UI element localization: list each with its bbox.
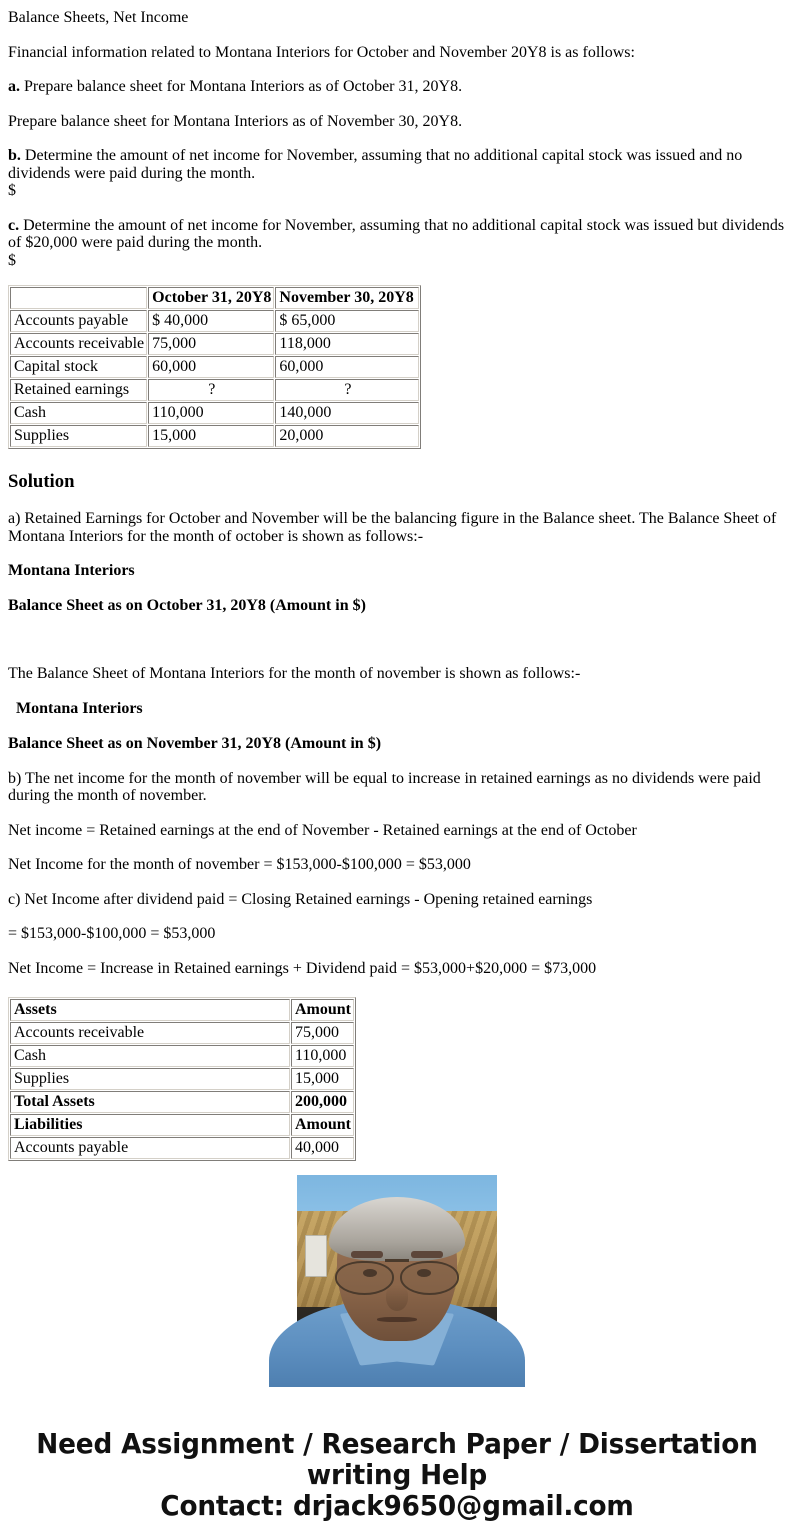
part-c-calc-1: = $153,000-$100,000 = $53,000 — [8, 925, 216, 942]
row-item: Cash — [10, 1045, 290, 1067]
row-nov-value: $ 65,000 — [275, 310, 419, 332]
balance-sheet-title-november: Balance Sheet as on November 31, 20Y8 (Amount in $) — [8, 734, 382, 752]
requirement-a — [0, 78, 794, 96]
row-item: Accounts receivable — [10, 1022, 290, 1044]
row-amount: Amount — [291, 999, 354, 1021]
promo-contact-line: Contact: drjack9650@gmail.com — [160, 1489, 634, 1522]
row-oct-value: 60,000 — [148, 356, 274, 378]
spacer — [0, 683, 794, 700]
row-oct-value: 110,000 — [148, 402, 274, 424]
spacer — [0, 545, 794, 562]
row-oct-value: ? — [148, 379, 274, 401]
balance-sheet-table-wrapper — [0, 997, 794, 1156]
row-oct-value: 15,000 — [148, 425, 274, 447]
spacer — [0, 200, 794, 217]
row-nov-value: 118,000 — [275, 333, 419, 355]
row-label: Supplies — [10, 425, 147, 447]
part-c-calc-2: Net Income = Increase in Retained earnings + Dividend paid = $53,000+$20,000 = $73,000 — [8, 959, 597, 977]
table-row — [10, 999, 354, 1021]
november-lead-in: The Balance Sheet of Montana Interiors for the month of november is shown as follows:- — [8, 665, 581, 682]
header-november: November 30, 20Y8 — [275, 287, 419, 309]
spacer — [0, 943, 794, 960]
row-oct-value: $ 40,000 — [148, 310, 274, 332]
spacer — [0, 1380, 794, 1428]
table-row — [10, 310, 419, 332]
row-amount: 75,000 — [291, 1022, 354, 1044]
avatar-row — [0, 1175, 794, 1380]
row-label: Accounts payable — [10, 310, 147, 332]
row-item: Liabilities — [10, 1114, 290, 1136]
spacer — [0, 977, 794, 997]
solution-part-b: b) The net income for the month of november will be equal to increase in retained earnings as no dividends were paid during the month of november. — [8, 769, 761, 804]
row-amount: 40,000 — [291, 1137, 354, 1159]
spacer — [0, 580, 794, 597]
avatar-lens-left — [335, 1261, 394, 1295]
spacer — [0, 839, 794, 856]
requirement-c-marker: c. — [8, 216, 20, 234]
requirement-b-answer: $ — [8, 182, 16, 199]
requirement-a2: Prepare balance sheet for Montana Interiors as of November 30, 20Y8. — [8, 112, 463, 130]
row-nov-value: 140,000 — [275, 402, 419, 424]
avatar-nose — [386, 1285, 408, 1311]
avatar — [297, 1175, 497, 1375]
row-amount: 200,000 — [291, 1091, 354, 1113]
avatar-background-switchplate — [305, 1235, 327, 1277]
intro-paragraph: Financial information related to Montana Interiors for October and November 20Y8 is as follows: — [8, 43, 635, 61]
requirement-a-marker: a. — [8, 78, 20, 95]
avatar-eyebrow-left — [351, 1251, 383, 1258]
company-name-october: Montana Interiors — [8, 562, 135, 579]
requirement-b — [0, 147, 794, 200]
balance-sheet-title-october: Balance Sheet as on October 31, 20Y8 (Amount in $) — [8, 597, 366, 614]
table-row — [10, 402, 419, 424]
given-data-table — [8, 285, 421, 449]
table-header-row — [10, 287, 419, 309]
row-item: Supplies — [10, 1068, 290, 1090]
requirement-c-text: Determine the amount of net income for November, assuming that no additional capital stock was issued but dividends of $20,000 were paid during the month. — [8, 216, 785, 251]
requirement-a-text: Prepare balance sheet for Montana Interiors as of October 31, 20Y8. — [24, 78, 463, 95]
row-item: Assets — [10, 999, 290, 1021]
promo-line-1: Need Assignment / Research Paper / Dissertation — [36, 1427, 758, 1460]
spacer — [0, 449, 794, 471]
promo-line-2: writing Help — [306, 1458, 488, 1491]
table-row — [10, 1022, 354, 1044]
header-october: October 31, 20Y8 — [148, 287, 274, 309]
row-item: Total Assets — [10, 1091, 290, 1113]
requirement-b-marker: b. — [8, 147, 21, 164]
requirement-c-answer: $ — [8, 251, 16, 269]
row-item: Accounts payable — [10, 1137, 290, 1159]
requirement-c — [0, 217, 794, 270]
net-income-november: Net Income for the month of november = $153,000-$100,000 = $53,000 — [8, 856, 471, 873]
header-blank — [10, 287, 147, 309]
spacer — [0, 615, 794, 665]
row-label: Cash — [10, 402, 147, 424]
row-nov-value: ? — [275, 379, 419, 401]
spacer — [0, 805, 794, 822]
row-nov-value: 20,000 — [275, 425, 419, 447]
spacer — [0, 269, 794, 285]
spacer — [0, 61, 794, 78]
table-row — [10, 425, 419, 447]
row-label: Capital stock — [10, 356, 147, 378]
spacer — [0, 27, 794, 44]
row-label: Retained earnings — [10, 379, 147, 401]
row-amount: 110,000 — [291, 1045, 354, 1067]
balance-sheet-table — [8, 997, 356, 1161]
spacer — [0, 908, 794, 925]
avatar-eyebrow-right — [411, 1251, 443, 1258]
avatar-glasses-bridge — [385, 1259, 409, 1262]
solution-part-a: a) Retained Earnings for October and November will be the balancing figure in the Balance sheet. The Balance Sheet of Montana Interiors for the month of october is shown as follows:- — [8, 510, 777, 545]
top-spacer — [0, 0, 794, 9]
avatar-mouth — [377, 1317, 417, 1322]
solution-heading: Solution — [8, 471, 75, 492]
row-amount: 15,000 — [291, 1068, 354, 1090]
spacer — [0, 96, 794, 113]
requirement-b-text: Determine the amount of net income for November, assuming that no additional capital stock was issued and no dividends were paid during the month. — [8, 147, 743, 182]
row-oct-value: 75,000 — [148, 333, 274, 355]
table-row — [10, 1068, 354, 1090]
table-row — [10, 1114, 354, 1136]
spacer — [0, 874, 794, 891]
table-row — [10, 1045, 354, 1067]
avatar-lens-right — [400, 1261, 459, 1295]
promo-footer — [0, 1428, 794, 1521]
solution-part-c: c) Net Income after dividend paid = Closing Retained earnings - Opening retained earnings — [8, 890, 593, 908]
table-row — [10, 379, 419, 401]
row-amount: Amount — [291, 1114, 354, 1136]
table-row — [10, 1091, 354, 1113]
net-income-formula: Net income = Retained earnings at the end of November - Retained earnings at the end of October — [8, 821, 637, 839]
row-label: Accounts receivable — [10, 333, 147, 355]
spacer — [0, 753, 794, 770]
page-title: Balance Sheets, Net Income — [8, 9, 189, 26]
spacer — [0, 493, 794, 510]
spacer — [0, 130, 794, 147]
table-row — [10, 356, 419, 378]
given-data-table-wrapper — [0, 285, 794, 449]
table-row — [10, 333, 419, 355]
spacer — [0, 718, 794, 735]
company-name-november: Montana Interiors — [16, 699, 143, 717]
row-nov-value: 60,000 — [275, 356, 419, 378]
